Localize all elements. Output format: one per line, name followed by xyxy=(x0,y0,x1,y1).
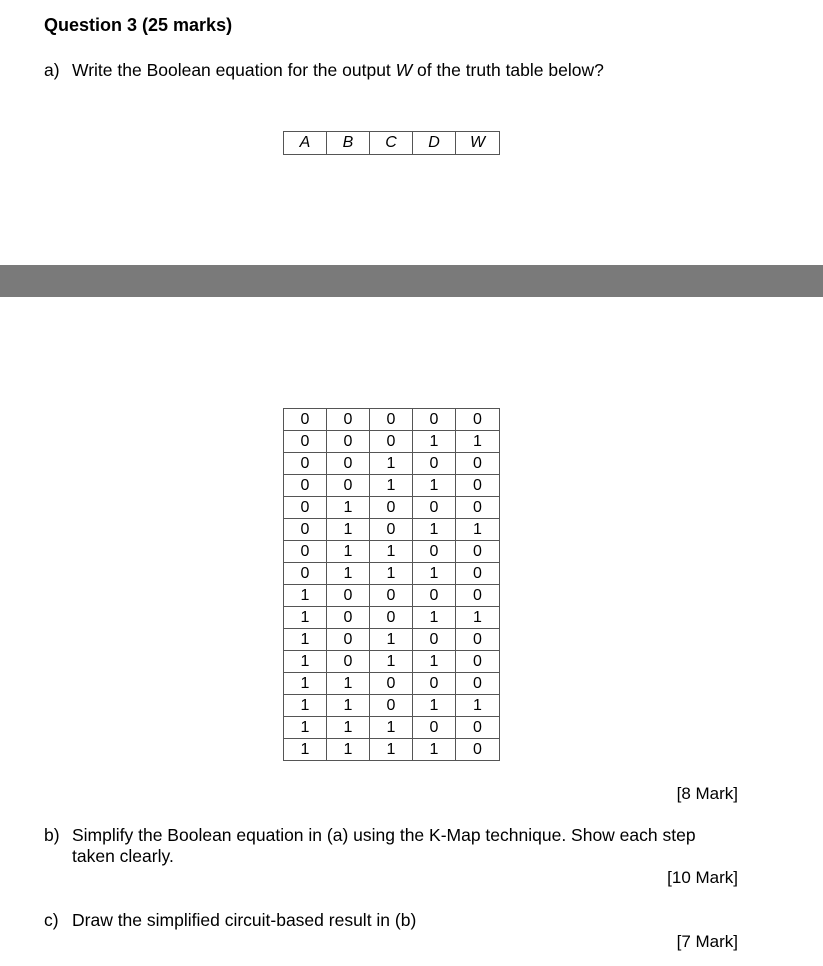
table-row xyxy=(284,541,500,563)
table-cell: 0 xyxy=(413,453,456,475)
table-cell: 0 xyxy=(456,409,500,431)
table-row xyxy=(284,585,500,607)
table-row xyxy=(284,673,500,695)
table-cell: 1 xyxy=(413,607,456,629)
table-cell: 1 xyxy=(456,695,500,717)
table-cell: 0 xyxy=(456,651,500,673)
table-cell: 1 xyxy=(413,695,456,717)
part-a-mark: [8 Mark] xyxy=(676,784,738,803)
table-cell: 0 xyxy=(413,673,456,695)
table-cell: 0 xyxy=(413,409,456,431)
header-row xyxy=(284,132,500,155)
part-b-mark: [10 Mark] xyxy=(667,868,738,887)
table-cell: 1 xyxy=(327,717,370,739)
table-row xyxy=(284,695,500,717)
table-cell: 1 xyxy=(284,585,327,607)
table-row xyxy=(284,563,500,585)
table-cell: 1 xyxy=(370,541,413,563)
table-cell: 0 xyxy=(327,629,370,651)
table-cell: 0 xyxy=(284,497,327,519)
table-cell: 1 xyxy=(456,431,500,453)
table-row xyxy=(284,475,500,497)
table-cell: 0 xyxy=(456,585,500,607)
table-cell: 0 xyxy=(284,563,327,585)
table-cell: 1 xyxy=(327,673,370,695)
table-cell: 1 xyxy=(284,717,327,739)
divider-bar xyxy=(0,265,823,297)
header-cell-d: D xyxy=(413,132,456,155)
header-cell-c: C xyxy=(370,132,413,155)
table-cell: 0 xyxy=(456,497,500,519)
header-cell-a: A xyxy=(284,132,327,155)
table-cell: 1 xyxy=(284,695,327,717)
table-cell: 0 xyxy=(370,607,413,629)
table-cell: 1 xyxy=(413,475,456,497)
header-cell-b: B xyxy=(327,132,370,155)
table-cell: 1 xyxy=(413,563,456,585)
table-cell: 0 xyxy=(284,519,327,541)
table-cell: 0 xyxy=(370,585,413,607)
table-cell: 0 xyxy=(327,585,370,607)
table-cell: 0 xyxy=(456,541,500,563)
table-cell: 1 xyxy=(327,497,370,519)
table-cell: 1 xyxy=(370,739,413,761)
table-cell: 1 xyxy=(327,541,370,563)
table-cell: 1 xyxy=(456,519,500,541)
part-a-text-after: of the truth table below? xyxy=(412,60,604,80)
table-cell: 0 xyxy=(413,541,456,563)
part-c-mark: [7 Mark] xyxy=(676,932,738,951)
table-cell: 0 xyxy=(456,739,500,761)
table-cell: 0 xyxy=(327,651,370,673)
table-cell: 0 xyxy=(327,475,370,497)
table-cell: 0 xyxy=(370,695,413,717)
table-cell: 1 xyxy=(370,629,413,651)
table-cell: 0 xyxy=(456,673,500,695)
table-row xyxy=(284,519,500,541)
part-c-label: c) xyxy=(44,910,59,930)
table-row xyxy=(284,409,500,431)
header-cell-w: W xyxy=(456,132,500,155)
table-cell: 1 xyxy=(284,673,327,695)
table-row xyxy=(284,651,500,673)
question-title: Question 3 (25 marks) xyxy=(44,15,233,35)
table-cell: 0 xyxy=(456,475,500,497)
table-cell: 0 xyxy=(413,629,456,651)
table-cell: 1 xyxy=(370,717,413,739)
part-a-text-before: Write the Boolean equation for the output xyxy=(72,60,396,80)
table-cell: 0 xyxy=(413,585,456,607)
table-row xyxy=(284,453,500,475)
table-cell: 0 xyxy=(370,409,413,431)
table-cell: 1 xyxy=(327,519,370,541)
part-b-line1: Simplify the Boolean equation in (a) using the K-Map technique. Show each step xyxy=(72,825,696,845)
table-cell: 1 xyxy=(370,651,413,673)
table-cell: 1 xyxy=(456,607,500,629)
table-row xyxy=(284,607,500,629)
table-cell: 1 xyxy=(284,607,327,629)
table-cell: 1 xyxy=(413,519,456,541)
table-cell: 0 xyxy=(327,607,370,629)
table-cell: 1 xyxy=(370,453,413,475)
table-cell: 1 xyxy=(413,739,456,761)
table-row xyxy=(284,497,500,519)
table-cell: 0 xyxy=(370,497,413,519)
table-cell: 1 xyxy=(370,475,413,497)
table-cell: 0 xyxy=(284,453,327,475)
table-cell: 0 xyxy=(327,409,370,431)
table-cell: 1 xyxy=(327,563,370,585)
table-cell: 0 xyxy=(413,717,456,739)
table-cell: 0 xyxy=(284,541,327,563)
table-cell: 1 xyxy=(284,629,327,651)
table-cell: 1 xyxy=(413,651,456,673)
part-a-variable: W xyxy=(395,60,413,80)
table-cell: 0 xyxy=(284,475,327,497)
part-c-question xyxy=(44,910,416,931)
table-cell: 1 xyxy=(370,563,413,585)
truth-table-header xyxy=(283,131,500,155)
table-cell: 1 xyxy=(284,739,327,761)
table-cell: 0 xyxy=(284,409,327,431)
truth-table-body xyxy=(283,408,500,761)
part-b-label: b) xyxy=(44,825,60,845)
table-cell: 0 xyxy=(327,453,370,475)
table-row xyxy=(284,717,500,739)
table-cell: 0 xyxy=(456,453,500,475)
part-c-text: Draw the simplified circuit-based result in (b) xyxy=(72,910,417,930)
part-b-line2: taken clearly. xyxy=(72,846,174,866)
table-row xyxy=(284,431,500,453)
table-cell: 0 xyxy=(456,629,500,651)
part-a-label: a) xyxy=(44,60,60,80)
part-a-question xyxy=(44,60,604,81)
table-row xyxy=(284,629,500,651)
table-cell: 0 xyxy=(456,717,500,739)
table-cell: 1 xyxy=(327,695,370,717)
table-cell: 1 xyxy=(413,431,456,453)
table-cell: 0 xyxy=(413,497,456,519)
table-cell: 0 xyxy=(370,431,413,453)
table-cell: 0 xyxy=(456,563,500,585)
part-b-question xyxy=(44,825,744,867)
table-cell: 0 xyxy=(327,431,370,453)
table-cell: 0 xyxy=(370,519,413,541)
table-cell: 1 xyxy=(327,739,370,761)
table-cell: 0 xyxy=(370,673,413,695)
table-row xyxy=(284,739,500,761)
table-cell: 0 xyxy=(284,431,327,453)
table-cell: 1 xyxy=(284,651,327,673)
